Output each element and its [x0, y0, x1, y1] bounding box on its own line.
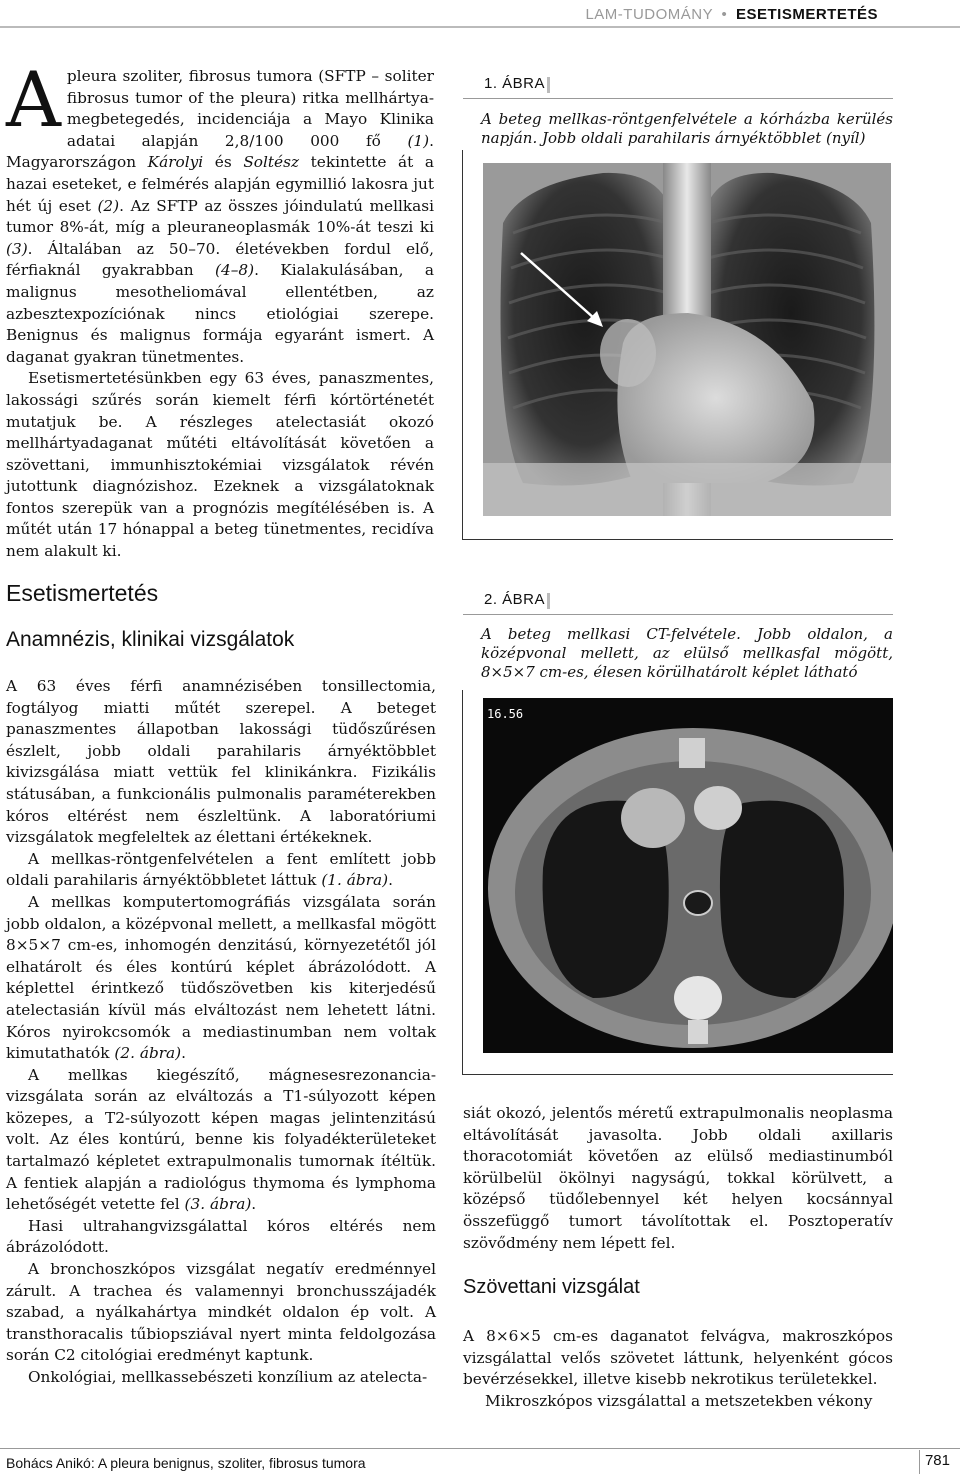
parahilar-opacity	[600, 319, 656, 387]
footer-citation: Bohács Anikó: A pleura benignus, szoliter, fibrosus tumora	[6, 1455, 366, 1471]
figure-2-caption: A beteg mellkasi CT-felvétele. Jobb oldalon, a középvonal mellett, az elülső mellkasfal mögött, 8×5×7 cm-es, élesen körülhatárolt képlet látható	[481, 625, 893, 681]
aorta	[694, 786, 742, 830]
section-title-case-report: Esetismertetés	[6, 580, 159, 606]
body-paragraph: A 8×6×5 cm-es daganatot felvágva, makroszkópos vizsgálattal velős szövetet láttunk, helyenként gócos bevérzésekkel, illetve kisebb nekrotikus területekkel.	[463, 1327, 893, 1389]
section-title-anamnesis: Anamnézis, klinikai vizsgálatok	[6, 628, 295, 651]
histology-text	[463, 1326, 893, 1412]
left-lung-ct	[720, 801, 844, 998]
intro-paragraph-2: Esetismertetésünkben egy 63 éves, panaszmentes, lakossági szűrés során kiemelt férfi kórtörténetét mutatjuk be. A részleges atelectasiát okozó mellhártyadaganat műtéti eltávolítását követően a szövettani, immunhisztokémiai vizsgálatok révén jutottunk diagnózishoz. Ezeknek a vizsgálatoknak fontos szerepük van a prognózis megítélésében is. A műtét után 17 hónappal a beteg tünetmentes, recidíva nem alakult ki.	[6, 369, 434, 561]
footer-divider	[919, 1450, 920, 1474]
vertebra	[674, 976, 722, 1020]
body-paragraph: siát okozó, jelentős méretű extrapulmonalis neoplasma eltávolítását javasolta. Jobb oldali axillaris thoracotomiát követően az elülső mediastinumból körülbelül ökölnyi nagyságú, tokkal körülvett, a középső tüdőlebennyel két helyen kocsánnyal összefüggő tumort távolítottak el. Posztoperatív szövődmény nem lépett fel.	[463, 1104, 893, 1252]
label-bracket	[547, 593, 551, 609]
chest-ct-image	[483, 698, 893, 1053]
article-type: ESETISMERTETÉS	[735, 6, 878, 23]
sternum	[679, 738, 705, 768]
anamnesis-text	[6, 676, 436, 1389]
header-rule	[0, 26, 960, 28]
chest-xray-image	[483, 163, 891, 516]
body-paragraph: A mellkas kiegészítő, mágnesesrezonancia-vizsgálata során az elváltozás a T1-súlyozott képen közepes, a T2-súlyozott képen magas jelintenzitású volt. Az éles kontúrú, benne kis folyadékterületeket tartalmazó képletet extrapulmonalis tumornak ítéltük. A fentiek alapján a radiológus thymoma és lymphoma lehetőségét vetette fel (3. ábra).	[6, 1065, 436, 1214]
consultation-continuation	[463, 1103, 893, 1254]
ct-overlay-text: 16.56	[487, 707, 524, 721]
page-number: 781	[924, 1452, 950, 1469]
running-header	[585, 6, 878, 23]
figure-2-label: 2. ÁBRA	[484, 591, 545, 608]
header-bullet: •	[721, 6, 728, 23]
intro-text	[6, 55, 434, 563]
body-paragraph: A 63 éves férfi anamnézisében tonsillectomia, fogtályog miatti műtét szerepel. A beteget panaszmentes állapotban lakossági tüdőszűrésen észlelt, jobb oldali parahilaris árnyéktöbblet kivizsgálása miatt vettük fel klinikánkra. Fizikális státusában, a funkcionális pulmonalis paraméterekben kóros eltérést nem észleltünk. A laboratóriumi vizsgálatok megfeleltek az élettani értékeknek.	[6, 677, 436, 847]
body-paragraph: A bronchoszkópos vizsgálat negatív eredménnyel zárult. A trachea és valamennyi bronchusszájadék szabad, a nyálkahártya mindkét oldalon ép volt. A transthoracalis tűbiopsziával nyert minta feldolgozása során C2 citológiai eredményt kaptunk.	[6, 1260, 436, 1365]
figure-1-rule	[463, 98, 893, 99]
footer-rule	[0, 1448, 960, 1449]
body-paragraph: A mellkas komputertomográfiás vizsgálata során jobb oldalon, a középvonal mellett, a mellkasfal mögött 8×5×7 cm-es, inhomogén denzitású, környezetétől jól elhatárolt és éles kontúrú képlet ábrázolódott. A képlettel érintkező tüdőszövetben kis kiterjedésű atelectasián kívül más elváltozást nem lehetett látni. Kóros nyirokcsomók a mediastinumban nem voltak kimutathatók (2. ábra).	[6, 892, 436, 1063]
drop-cap: A	[6, 55, 61, 144]
body-paragraph: Onkológiai, mellkassebészeti konzílium az atelecta-	[28, 1368, 428, 1386]
tumor-mass	[621, 788, 685, 848]
figure-2-rule	[463, 614, 893, 615]
section-title-histology: Szövettani vizsgálat	[463, 1276, 640, 1298]
body-paragraph: Mikroszkópos vizsgálattal a metszetekben vékony	[485, 1391, 873, 1410]
label-bracket	[547, 77, 551, 93]
figure-1-caption: A beteg mellkas-röntgenfelvétele a kórházba kerülés napján. Jobb oldali parahilaris árnyéktöbblet (nyíl)	[481, 110, 893, 147]
diaphragm	[483, 463, 891, 516]
intro-paragraph-1: Apleura szoliter, fibrosus tumora (SFTP – soliter fibrosus tumor of the pleura) ritka mellhártya-megbetegedés, incidenciája a Mayo Klinika adatai alapján 2,8/100 000 fő (1). Magyarországon Károlyi és Soltész tekintette át a hazai eseteket, e felmérés alapján egymillió lakosra jut hét új eset (2). Az SFTP az összes jóindulatú mellkasi tumor 8%-át, míg a pleuraneoplasmák 10%-át teszi ki (3). Általában az 50–70. életévekben fordul elő, férfiaknál gyakrabban (4–8). Kialakulásában, a malignus mesotheliomával ellentétben, az azbesztexpozíciónak nincs etiológiai szerepe. Benignus és malignus formája egyaránt ismert. A daganat gyakran tünetmentes.	[6, 55, 434, 366]
journal-section: LAM-TUDOMÁNY	[585, 6, 713, 23]
body-paragraph: Hasi ultrahangvizsgálattal kóros eltérés nem ábrázolódott.	[6, 1216, 436, 1257]
figure-1-label: 1. ÁBRA	[484, 75, 545, 92]
body-paragraph: A mellkas-röntgenfelvételen a fent említett jobb oldali parahilaris árnyéktöbbletet láttuk (1. ábra).	[6, 849, 436, 890]
spinous-process	[688, 1020, 708, 1044]
trachea	[684, 891, 712, 915]
